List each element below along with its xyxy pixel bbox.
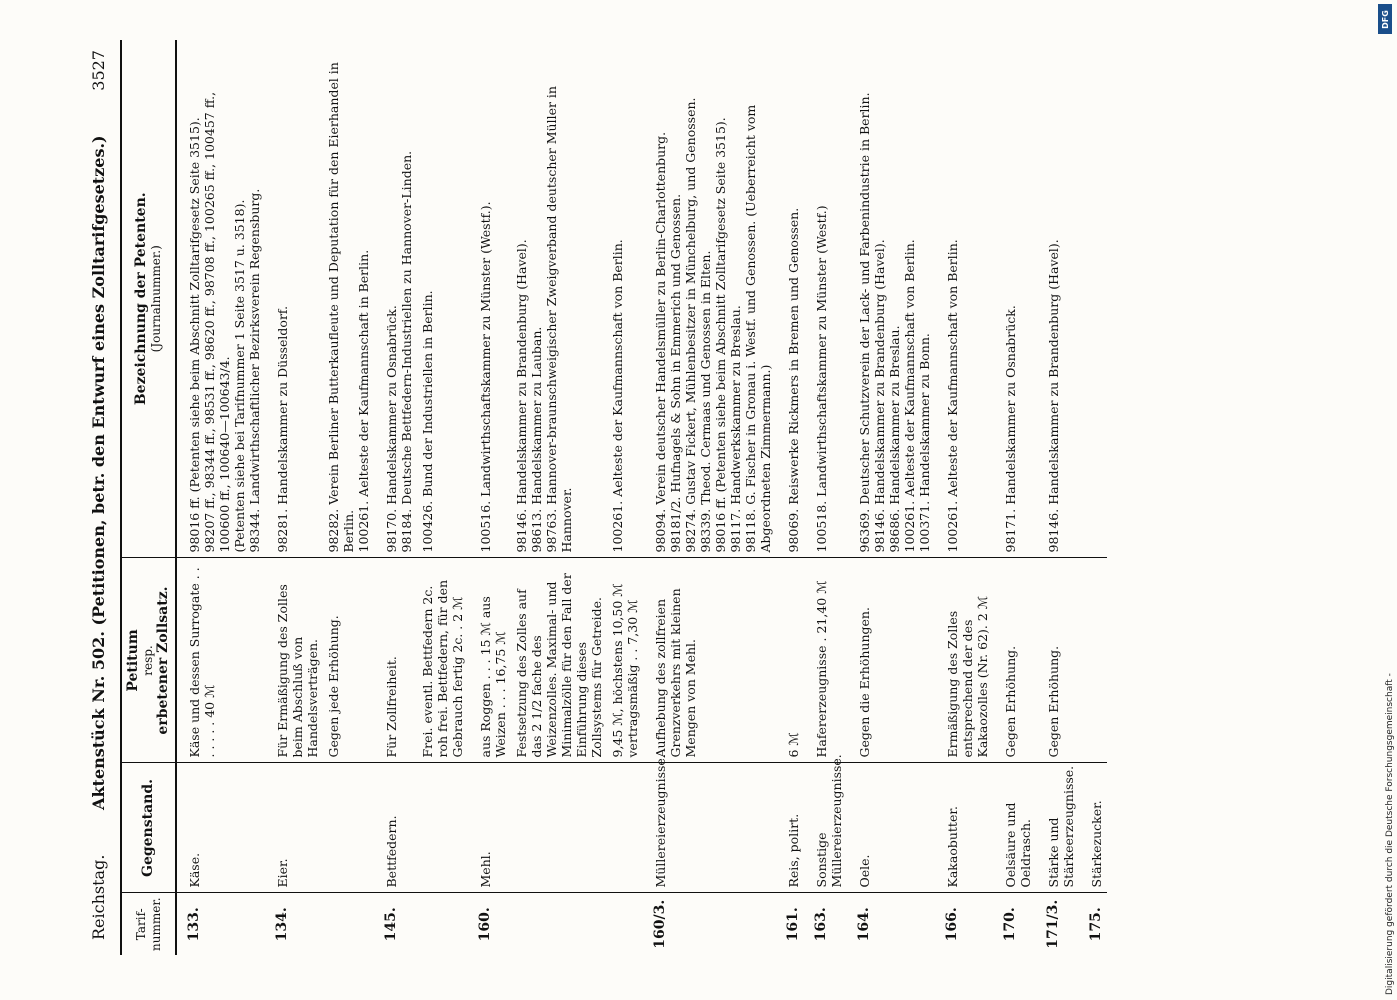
gegenstand-cell — [511, 763, 607, 893]
petent-entry: 98146. Handelskammer zu Brandenburg (Havel). — [1046, 239, 1061, 553]
gegenstand-cell: Eier. — [265, 763, 323, 893]
petenten-cell — [643, 40, 776, 558]
petitum-cell: Festsetzung des Zolles auf das 2 1/2 fache des Weizenzolles. Maximal- und Minimalzölle für den Fall der Einführung dieses Zollsystems für Getreide. — [511, 558, 607, 763]
table-row — [1079, 40, 1107, 955]
tarif-number: 133. — [186, 907, 202, 942]
table-row — [776, 40, 804, 955]
petent-entry: 100426. Bund der Industriellen in Berlin. — [420, 290, 435, 553]
table-row — [935, 40, 993, 955]
table-header-row — [121, 40, 176, 955]
table-row — [417, 40, 468, 955]
petent-entry: 100261. Aelteste der Kaufmannschaft von Berlin. — [945, 239, 960, 553]
col-header-gegenstand: Gegenstand. — [121, 763, 176, 893]
gegenstand-cell — [323, 763, 374, 893]
gegenstand-cell: Reis, polirt. — [776, 763, 804, 893]
petent-entry: 98171. Handelskammer zu Osnabrück. — [1003, 305, 1018, 553]
petent-entry: 98016 ff. (Petenten siehe beim Abschnitt Zolltarifgesetz Seite 3515). — [713, 117, 728, 553]
tarif-number: 171/3. — [1045, 899, 1061, 949]
gegenstand-cell: Kakaobutter. — [935, 763, 993, 893]
petent-entry: 100371. Handelskammer zu Bonn. — [917, 333, 932, 553]
petitum-cell: aus Roggen . . . 15 ℳ aus Weizen . . . 16,75 ℳ — [468, 558, 511, 763]
petitum-cell: Gegen jede Erhöhung. — [323, 558, 374, 763]
petenten-cell — [607, 40, 643, 558]
tarif-number: 134. — [274, 907, 290, 942]
petent-entry: 98117. Handwerkskammer zu Breslau. — [728, 305, 743, 553]
petent-entry: 98094. Verein deutscher Handelsmüller zu Berlin-Charlottenburg. — [653, 131, 668, 553]
gegenstand-cell: Käse. — [176, 763, 265, 893]
tarif-number: 160/3. — [652, 899, 668, 949]
petent-entry: 98282. Verein Berliner Butterkaufleute und Deputation für den Eierhandel in Berlin. — [326, 62, 356, 553]
table-row — [804, 40, 847, 955]
tarif-number — [511, 893, 607, 955]
petitum-cell: 9,45 ℳ, höchstens 10,50 ℳ vertragsmäßig . . 7,30 ℳ — [607, 558, 643, 763]
petent-entry: 100261. Aelteste der Kaufmannschaft von Berlin. — [610, 239, 625, 553]
petitum-cell: Gegen die Erhöhungen. — [847, 558, 935, 763]
table-row — [511, 40, 607, 955]
rotated-page-content — [60, 0, 1380, 1000]
header-title: Aktenstück Nr. 502. (Petitionen, betr. den Entwurf eines Zolltarifgesetzes.) — [89, 135, 108, 810]
gegenstand-cell: Müllereierzeugnisse. — [643, 763, 776, 893]
table-row — [643, 40, 776, 955]
table-row — [265, 40, 323, 955]
petent-entry: 98613. Handelskammer zu Lauban. — [529, 326, 544, 553]
petenten-cell — [1079, 40, 1107, 558]
tarif-number: 160. — [477, 907, 493, 942]
petenten-cell — [804, 40, 847, 558]
table-row — [323, 40, 374, 955]
tarif-number — [417, 893, 468, 955]
petent-entry: 98763. Hannover-braunschweigischer Zweigverband deutscher Müller in Hannover. — [544, 86, 574, 553]
table-row — [1036, 40, 1079, 955]
petent-entry: 98016 ff. (Petenten siehe beim Abschnitt Zolltarifgesetz Seite 3515). — [187, 117, 202, 553]
table-body — [176, 40, 1107, 955]
tarif-number: 170. — [1002, 907, 1018, 942]
petent-entry: 98207 ff., 98344 ff., 98531 ff., 98620 ff., 98708 ff., 100265 ff., 100457 ff., 100600 ff., 100640—100643/4. — [202, 91, 232, 553]
petent-entry: 100518. Landwirthschaftskammer zu Münster (Westf.) — [814, 205, 829, 553]
petition-table — [120, 40, 1107, 955]
tarif-number — [607, 893, 643, 955]
petenten-cell — [468, 40, 511, 558]
tarif-number: 161. — [785, 907, 801, 942]
petent-entry: 98146. Handelskammer zu Brandenburg (Havel). — [514, 239, 529, 553]
tarif-number — [323, 893, 374, 955]
petent-entry: 96369. Deutscher Schutzverein der Lack- und Farbenindustrie in Berlin. — [857, 92, 872, 553]
petenten-cell — [417, 40, 468, 558]
petenten-cell — [374, 40, 417, 558]
petenten-cell — [935, 40, 993, 558]
petenten-cell — [511, 40, 607, 558]
page-number: 3527 — [89, 50, 108, 91]
gegenstand-cell: Stärkezucker. — [1079, 763, 1107, 893]
petitum-cell: Für Zollfreiheit. — [374, 558, 417, 763]
gegenstand-cell: Bettfedern. — [374, 763, 417, 893]
table-row — [993, 40, 1036, 955]
petitum-cell: Gegen Erhöhung. — [993, 558, 1036, 763]
page-header — [60, 50, 108, 940]
petitum-cell: Aufhebung des zollfreien Grenzverkehrs mit kleinen Mengen von Mehl. — [643, 558, 776, 763]
tarif-number: 163. — [813, 907, 829, 942]
table-row — [468, 40, 511, 955]
petitum-cell — [1079, 558, 1107, 763]
petent-entry: 98118. G. Fischer in Gronau i. Westf. und Genossen. (Ueberreicht vom Abgeordneten Zimmermann.) — [743, 104, 773, 553]
petenten-cell — [1036, 40, 1079, 558]
petenten-cell — [323, 40, 374, 558]
table-row — [607, 40, 643, 955]
tarif-number: 175. — [1088, 907, 1104, 942]
gegenstand-cell: Stärke und Stärkeerzeugnisse. — [1036, 763, 1079, 893]
col-header-petenten: Bezeichnung der Petenten. (Journalnummer.) — [121, 40, 176, 558]
petent-entry: 100261. Aelteste der Kaufmannschaft von Berlin. — [902, 239, 917, 553]
petent-entry: 98274. Gustav Fickert, Mühlenbesitzer in Münchelburg, und Genossen. — [683, 97, 698, 553]
petitum-cell: Ermäßigung des Zolles entsprechend der des Kakaozolles (Nr. 62). 2 ℳ — [935, 558, 993, 763]
petent-entry: 98181/2. Hufnagels & Sohn in Emmerich und Genossen. — [668, 193, 683, 553]
digitization-note: Digitalisierung gefördert durch die Deutsche Forschungsgemeinschaft - — [1385, 673, 1395, 995]
tarif-number: 166. — [944, 907, 960, 942]
table-row — [847, 40, 935, 955]
petent-entry: 98069. Reiswerke Rickmers in Bremen und Genossen. — [786, 207, 801, 553]
petent-entry: 98170. Handelskammer zu Osnabrück. — [384, 305, 399, 553]
petent-entry: 98686. Handelskammer zu Breslau. — [887, 325, 902, 553]
petent-entry: 98339. Theod. Cermaas und Genossen in Elten. — [698, 250, 713, 553]
petenten-cell — [776, 40, 804, 558]
tarif-number: 164. — [856, 907, 872, 942]
col-header-petitum: Petitum resp. erbetener Zollsatz. — [121, 558, 176, 763]
petent-entry: 100516. Landwirthschaftskammer zu Münster (Westf.). — [478, 201, 493, 553]
petent-entry: 98184. Deutsche Bettfedern-Industriellen zu Hannover-Linden. — [399, 150, 414, 553]
gegenstand-cell — [417, 763, 468, 893]
gegenstand-cell: Sonstige Müllereierzeugnisse. — [804, 763, 847, 893]
petent-entry: (Petenten siehe bei Tarifnummer 1 Seite 3517 u. 3518). — [232, 199, 247, 553]
gegenstand-cell: Oele. — [847, 763, 935, 893]
petitum-cell: Frei. eventl. Bettfedern 2c. roh frei. Bettfedern, für den Gebrauch fertig 2c. . 2 ℳ — [417, 558, 468, 763]
header-left: Reichstag. — [89, 854, 108, 940]
dfg-logo: DFG — [1378, 4, 1392, 34]
gegenstand-cell — [607, 763, 643, 893]
table-row — [176, 40, 265, 955]
petenten-cell — [265, 40, 323, 558]
petent-entry: 98146. Handelskammer zu Brandenburg (Havel). — [872, 239, 887, 553]
petenten-cell — [993, 40, 1036, 558]
petitum-cell: Gegen Erhöhung. — [1036, 558, 1079, 763]
petent-entry: 98344. Landwirthschaftlicher Bezirksverein Regensburg. — [247, 188, 262, 553]
petitum-cell: Käse und dessen Surrogate . . . . . . . 40 ℳ — [176, 558, 265, 763]
petenten-cell — [847, 40, 935, 558]
petitum-cell: Hafererzeugnisse . 21,40 ℳ — [804, 558, 847, 763]
petitum-cell: 6 ℳ — [776, 558, 804, 763]
petent-entry: 98281. Handelskammer zu Düsseldorf. — [275, 305, 290, 553]
petitum-cell: Für Ermäßigung des Zolles beim Abschluß von Handelsverträgen. — [265, 558, 323, 763]
col-header-tarif: Tarif-nummer. — [121, 893, 176, 955]
petenten-cell — [176, 40, 265, 558]
gegenstand-cell: Mehl. — [468, 763, 511, 893]
table-row — [374, 40, 417, 955]
gegenstand-cell: Oelsäure und Oeldrasch. — [993, 763, 1036, 893]
tarif-number: 145. — [383, 907, 399, 942]
petent-entry: 100261. Aelteste der Kaufmannschaft in Berlin. — [356, 249, 371, 553]
